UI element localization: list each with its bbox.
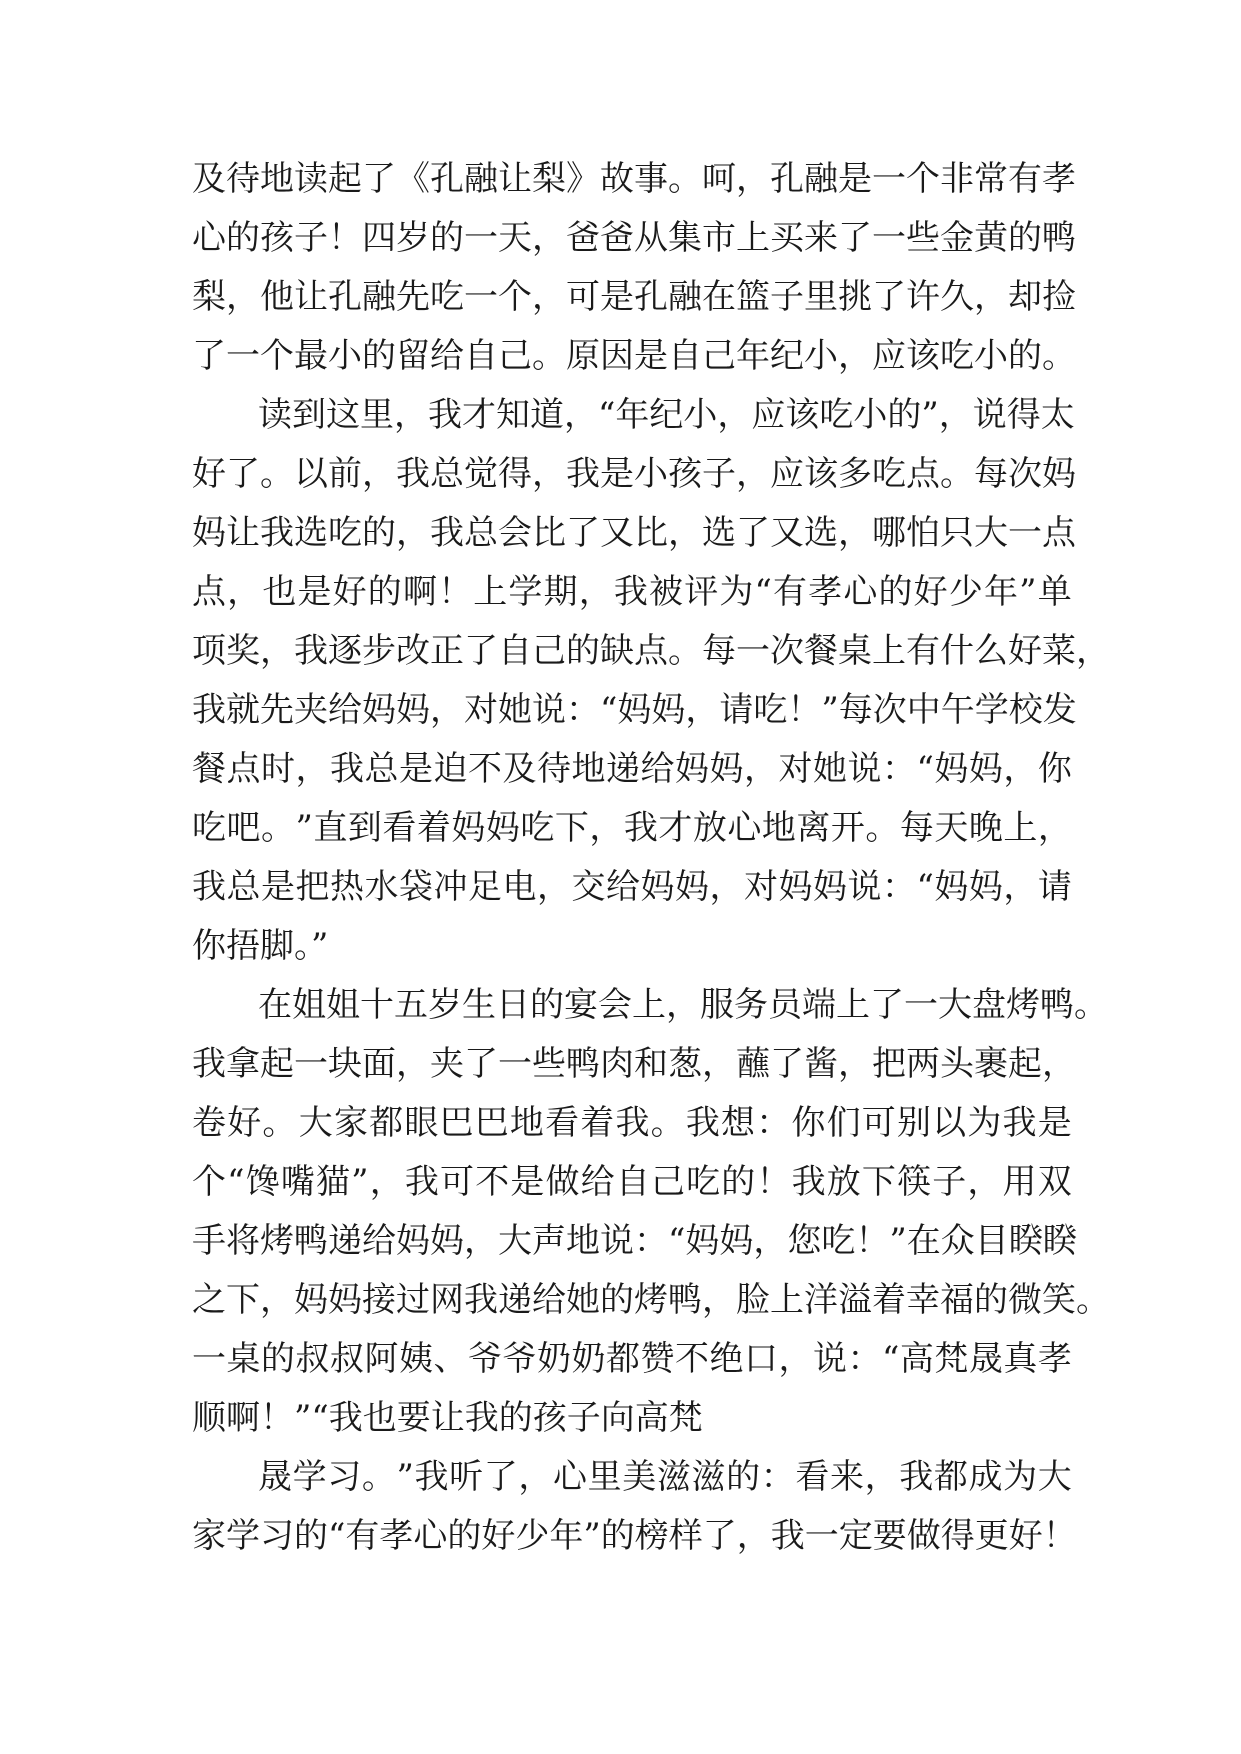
text-line: 项 奖 ， 我 逐 步 改 正 了 自 己 的 缺 点 。 每 一 次 餐 桌 上 有 什 么 好 菜 ， <box>192 631 1110 671</box>
text-line: 妈 让 我 选 吃 的 ， 我 总 会 比 了 又 比 ， 选 了 又 选 ， 哪 怕 只 大 一 点 <box>192 513 1076 553</box>
text-line: 之 下 ， 妈 妈 接 过 网 我 递 给 她 的 烤 鸭 ， 脸 上 洋 溢 着 幸 福 的 微 笑 。 <box>192 1280 1110 1320</box>
text-line: 了 一 个 最 小 的 留 给 自 己 。 原 因 是 自 己 年 纪 小 ， 应 该 吃 小 的 。 <box>192 336 1076 376</box>
text-line: 顺啊！”“我也要让我的孩子向高梵 <box>192 1398 703 1438</box>
text-line: 我 拿 起 一 块 面 ， 夹 了 一 些 鸭 肉 和 葱 ， 蘸 了 酱 ， 把 两 头 裹 起 ， <box>192 1044 1076 1084</box>
text-line: 心 的 孩 子 ！ 四 岁 的 一 天 ， 爸 爸 从 集 市 上 买 来 了 一 些 金 黄 的 鸭 <box>192 218 1076 258</box>
text-line: 我 就 先 夹 给 妈 妈 ， 对 她 说 ： “ 妈 妈 ， 请 吃 ！ ” 每 次 中 午 学 校 发 <box>192 690 1077 730</box>
text-line: 及 待 地 读 起 了 《 孔 融 让 梨 》 故 事 。 呵 ， 孔 融 是 一 个 非 常 有 孝 <box>192 159 1076 199</box>
paragraph-first-line: 晟 学 习 。 ” 我 听 了 ， 心 里 美 滋 滋 的 ： 看 来 ， 我 都 成 为 大 <box>258 1457 1072 1497</box>
text-line: 吃 吧 。 ” 直 到 看 着 妈 妈 吃 下 ， 我 才 放 心 地 离 开 。 每 天 晚 上 ， <box>192 808 1072 848</box>
text-line: 梨 ， 他 让 孔 融 先 吃 一 个 ， 可 是 孔 融 在 篮 子 里 挑 了 许 久 ， 却 捡 <box>192 277 1076 317</box>
paragraph-first-line: 读 到 这 里 ， 我 才 知 道 ， “ 年 纪 小 ， 应 该 吃 小 的 ” ， 说 得 太 <box>258 395 1075 435</box>
text-line: 手 将 烤 鸭 递 给 妈 妈 ， 大 声 地 说 ： “ 妈 妈 ， 您 吃 ！ ” 在 众 目 睽 睽 <box>192 1221 1077 1261</box>
text-line: 好 了 。 以 前 ， 我 总 觉 得 ， 我 是 小 孩 子 ， 应 该 多 吃 点 。 每 次 妈 <box>192 454 1076 494</box>
text-line: 卷 好 。 大 家 都 眼 巴 巴 地 看 着 我 。 我 想 ： 你 们 可 别 以 为 我 是 <box>192 1103 1072 1143</box>
text-line: 我 总 是 把 热 水 袋 冲 足 电 ， 交 给 妈 妈 ， 对 妈 妈 说 ： “ 妈 妈 ， 请 <box>192 867 1072 907</box>
paragraph-first-line: 在 姐 姐 十 五 岁 生 日 的 宴 会 上 ， 服 务 员 端 上 了 一 大 盘 烤 鸭 。 <box>258 985 1108 1025</box>
text-line: 一 桌 的 叔 叔 阿 姨 、 爷 爷 奶 奶 都 赞 不 绝 口 ， 说 ： “ 高 梵 晟 真 孝 <box>192 1339 1072 1379</box>
text-line: 点 ， 也 是 好 的 啊 ！ 上 学 期 ， 我 被 评 为 “ 有 孝 心 的 好 少 年 ” 单 <box>192 572 1072 612</box>
text-line: 家 学 习 的 “ 有 孝 心 的 好 少 年 ” 的 榜 样 了 ， 我 一 定 要 做 得 更 好 ！ <box>192 1516 1077 1556</box>
essay-body <box>192 150 1110 1566</box>
text-line: 你捂脚。” <box>192 926 329 966</box>
text-line: 餐 点 时 ， 我 总 是 迫 不 及 待 地 递 给 妈 妈 ， 对 她 说 ： “ 妈 妈 ， 你 <box>192 749 1072 789</box>
text-line: 个 “ 馋 嘴 猫 ” ， 我 可 不 是 做 给 自 己 吃 的 ！ 我 放 下 筷 子 ， 用 双 <box>192 1162 1072 1202</box>
